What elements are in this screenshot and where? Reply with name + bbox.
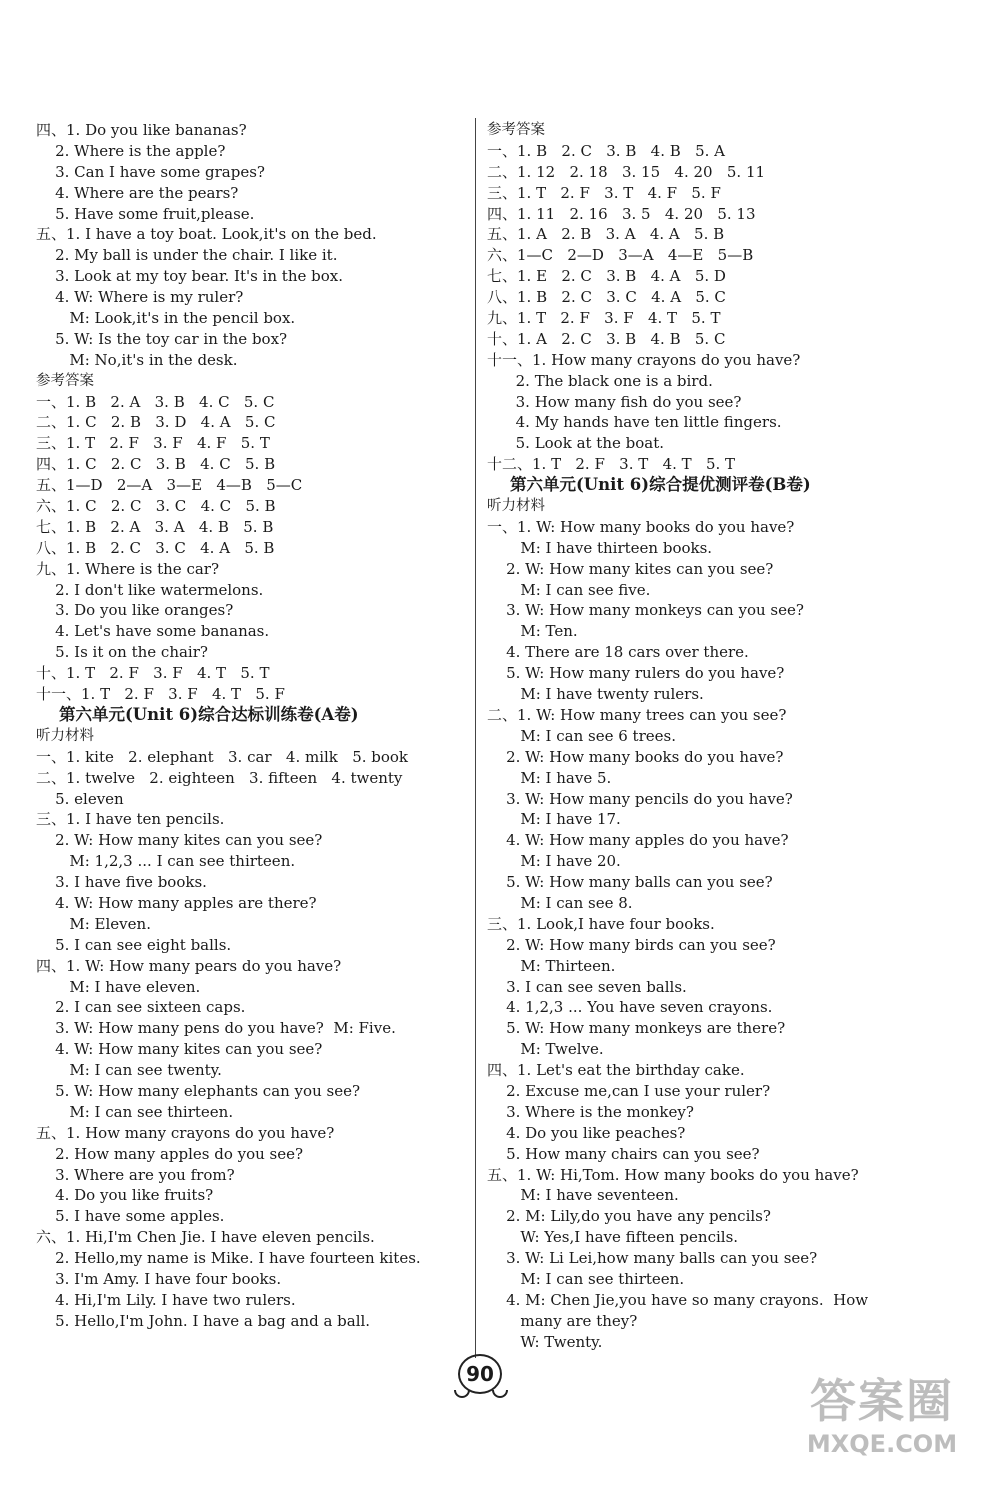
text-line: M: Eleven. (36, 914, 151, 933)
text-line: M: No,it's in the desk. (36, 350, 238, 369)
watermark-url: MXQE.COM (806, 1430, 958, 1458)
text-line: M: I can see thirteen. (36, 1102, 234, 1121)
text-line: 5. Have some fruit,please. (36, 204, 255, 223)
text-line: 2. W: How many kites can you see? (36, 831, 323, 850)
right-column (487, 120, 927, 1353)
text-line: 4. 1,2,3 ... You have seven crayons. (487, 998, 773, 1017)
text-line: 十二、1. T 2. F 3. T 4. T 5. T (487, 455, 736, 474)
text-line: 三、1. I have ten pencils. (36, 810, 225, 829)
text-line: M: I can see twenty. (36, 1061, 222, 1080)
text-line: 5. Hello,I'm John. I have a bag and a ball. (36, 1311, 371, 1330)
text-line: 第六单元(Unit 6)综合达标训练卷(A卷) (36, 704, 359, 724)
text-line: 五、1—D 2—A 3—E 4—B 5—C (36, 476, 303, 495)
column-divider (475, 118, 476, 1358)
text-line: M: I can see thirteen. (487, 1269, 685, 1288)
text-line: 2. I don't like watermelons. (36, 580, 264, 599)
text-line: 一、1. B 2. A 3. B 4. C 5. C (36, 392, 275, 411)
text-line: M: Look,it's in the pencil box. (36, 309, 296, 328)
text-line: 十一、1. T 2. F 3. F 4. T 5. F (36, 685, 285, 704)
text-line: 5. W: Is the toy car in the box? (36, 329, 288, 348)
text-line: 七、1. E 2. C 3. B 4. A 5. D (487, 267, 726, 286)
text-line: 参考答案 (36, 372, 94, 389)
text-line: M: Twelve. (487, 1040, 604, 1059)
text-line: 3. Where is the monkey? (487, 1102, 694, 1121)
text-line: 5. I can see eight balls. (36, 935, 232, 954)
text-line: 五、1. A 2. B 3. A 4. A 5. B (487, 225, 725, 244)
text-line: 六、1—C 2—D 3—A 4—E 5—B (487, 246, 754, 265)
page-number: 90 (458, 1354, 502, 1394)
text-line: 4. M: Chen Jie,you have so many crayons. How (487, 1290, 869, 1309)
text-line: 2. W: How many books do you have? (487, 747, 784, 766)
text-line: 一、1. B 2. C 3. B 4. B 5. A (487, 141, 725, 160)
text-line: 十一、1. How many crayons do you have? (487, 350, 801, 369)
text-line: 4. Hi,I'm Lily. I have two rulers. (36, 1290, 296, 1309)
text-line: 4. W: Where is my ruler? (36, 288, 244, 307)
text-line: 5. How many chairs can you see? (487, 1144, 760, 1163)
text-line: 第六单元(Unit 6)综合提优测评卷(B卷) (487, 475, 811, 495)
text-line: 八、1. B 2. C 3. C 4. A 5. B (36, 538, 275, 557)
text-line: 5. I have some apples. (36, 1207, 225, 1226)
text-line: 3. W: Li Lei,how many balls can you see? (487, 1249, 818, 1268)
text-line: 3. W: How many pens do you have? M: Five. (36, 1019, 396, 1038)
text-line: 3. I have five books. (36, 873, 207, 892)
text-line: 四、1. 11 2. 16 3. 5 4. 20 5. 13 (487, 204, 756, 223)
text-line: 2. The black one is a bird. (487, 371, 713, 390)
text-line: M: Ten. (487, 622, 578, 641)
text-line: 参考答案 (487, 122, 545, 138)
text-line: 2. M: Lily,do you have any pencils? (487, 1207, 771, 1226)
text-line: 十、1. A 2. C 3. B 4. B 5. C (487, 329, 726, 348)
text-line: 五、1. W: Hi,Tom. How many books do you have? (487, 1165, 859, 1184)
text-line: M: I have 5. (487, 768, 612, 787)
text-line: 三、1. Look,I have four books. (487, 914, 715, 933)
text-line: 九、1. Where is the car? (36, 559, 220, 578)
text-line: 一、1. W: How many books do you have? (487, 517, 795, 536)
text-line: 五、1. How many crayons do you have? (36, 1123, 335, 1142)
text-line: 九、1. T 2. F 3. F 4. T 5. T (487, 309, 721, 328)
text-line: 二、1. C 2. B 3. D 4. A 5. C (36, 413, 276, 432)
text-line: 3. W: How many pencils do you have? (487, 789, 793, 808)
text-line: 3. Look at my toy bear. It's in the box. (36, 267, 343, 286)
text-line: 2. W: How many birds can you see? (487, 935, 776, 954)
page-number-badge (446, 1350, 516, 1400)
text-line: 二、1. twelve 2. eighteen 3. fifteen 4. twenty (36, 768, 403, 787)
watermark (782, 1373, 982, 1473)
text-line: M: I have seventeen. (487, 1186, 679, 1205)
text-line: 5. Look at the boat. (487, 434, 665, 453)
text-line: many are they? (487, 1311, 638, 1330)
text-line: 5. W: How many rulers do you have? (487, 664, 785, 683)
text-line: M: I have 20. (487, 852, 621, 871)
text-line: 5. eleven (36, 789, 124, 808)
text-line: 3. W: How many monkeys can you see? (487, 601, 804, 620)
text-line: 听力材料 (36, 727, 94, 744)
text-line: 4. Do you like fruits? (36, 1186, 214, 1205)
text-line: M: I have 17. (487, 810, 621, 829)
text-line: 三、1. T 2. F 3. F 4. F 5. T (36, 434, 270, 453)
text-line: 5. W: How many monkeys are there? (487, 1019, 786, 1038)
text-line: 三、1. T 2. F 3. T 4. F 5. F (487, 183, 721, 202)
text-line: M: I can see 8. (487, 893, 633, 912)
text-line: 六、1. Hi,I'm Chen Jie. I have eleven pencils. (36, 1228, 375, 1247)
text-line: 3. I'm Amy. I have four books. (36, 1269, 282, 1288)
text-line: 2. I can see sixteen caps. (36, 998, 246, 1017)
text-line: 4. Do you like peaches? (487, 1123, 686, 1142)
text-line: 听力材料 (487, 498, 545, 515)
text-line: 4. W: How many apples are there? (36, 893, 317, 912)
text-line: 2. How many apples do you see? (36, 1144, 304, 1163)
text-line: 2. My ball is under the chair. I like it. (36, 246, 338, 265)
left-column (36, 120, 476, 1332)
frog-foot-right-icon (492, 1390, 508, 1398)
text-line: M: I have twenty rulers. (487, 685, 704, 704)
text-line: 2. Where is the apple? (36, 141, 226, 160)
text-line: 4. There are 18 cars over there. (487, 643, 749, 662)
text-line: 5. W: How many elephants can you see? (36, 1081, 360, 1100)
text-line: 2. Hello,my name is Mike. I have fourteen kites. (36, 1249, 421, 1268)
text-line: 四、1. Let's eat the birthday cake. (487, 1061, 745, 1080)
text-line: 七、1. B 2. A 3. A 4. B 5. B (36, 517, 274, 536)
text-line: 3. Do you like oranges? (36, 601, 234, 620)
text-line: 4. My hands have ten little fingers. (487, 413, 782, 432)
text-line: 5. W: How many balls can you see? (487, 873, 773, 892)
text-line: M: 1,2,3 ... I can see thirteen. (36, 852, 296, 871)
text-line: 四、1. C 2. C 3. B 4. C 5. B (36, 455, 276, 474)
text-line: 4. Let's have some bananas. (36, 622, 270, 641)
text-line: 2. W: How many kites can you see? (487, 559, 774, 578)
text-line: 一、1. kite 2. elephant 3. car 4. milk 5. book (36, 747, 409, 766)
frog-foot-left-icon (454, 1390, 470, 1398)
text-line: M: Thirteen. (487, 956, 616, 975)
text-line: 四、1. Do you like bananas? (36, 121, 247, 139)
text-line: 四、1. W: How many pears do you have? (36, 956, 342, 975)
text-line: 5. Is it on the chair? (36, 643, 208, 662)
text-line: 4. W: How many apples do you have? (487, 831, 789, 850)
text-line: M: I have eleven. (36, 977, 201, 996)
text-line: 3. I can see seven balls. (487, 977, 687, 996)
text-line: 3. Can I have some grapes? (36, 162, 265, 181)
text-line: M: I can see 6 trees. (487, 726, 676, 745)
text-line: 八、1. B 2. C 3. C 4. A 5. C (487, 288, 726, 307)
text-line: M: I have thirteen books. (487, 538, 713, 557)
text-line: 六、1. C 2. C 3. C 4. C 5. B (36, 497, 276, 516)
text-line: W: Twenty. (487, 1332, 603, 1351)
text-line: 五、1. I have a toy boat. Look,it's on the bed. (36, 225, 377, 244)
text-line: 4. W: How many kites can you see? (36, 1040, 323, 1059)
text-line: 二、1. W: How many trees can you see? (487, 705, 787, 724)
watermark-logo: 答案圈 (810, 1374, 954, 1428)
text-line: 3. Where are you from? (36, 1165, 235, 1184)
text-line: W: Yes,I have fifteen pencils. (487, 1228, 739, 1247)
text-line: 4. Where are the pears? (36, 183, 239, 202)
text-line: M: I can see five. (487, 580, 651, 599)
text-line: 3. How many fish do you see? (487, 392, 742, 411)
text-line: 十、1. T 2. F 3. F 4. T 5. T (36, 664, 270, 683)
text-line: 2. Excuse me,can I use your ruler? (487, 1081, 771, 1100)
text-line: 二、1. 12 2. 18 3. 15 4. 20 5. 11 (487, 162, 766, 181)
